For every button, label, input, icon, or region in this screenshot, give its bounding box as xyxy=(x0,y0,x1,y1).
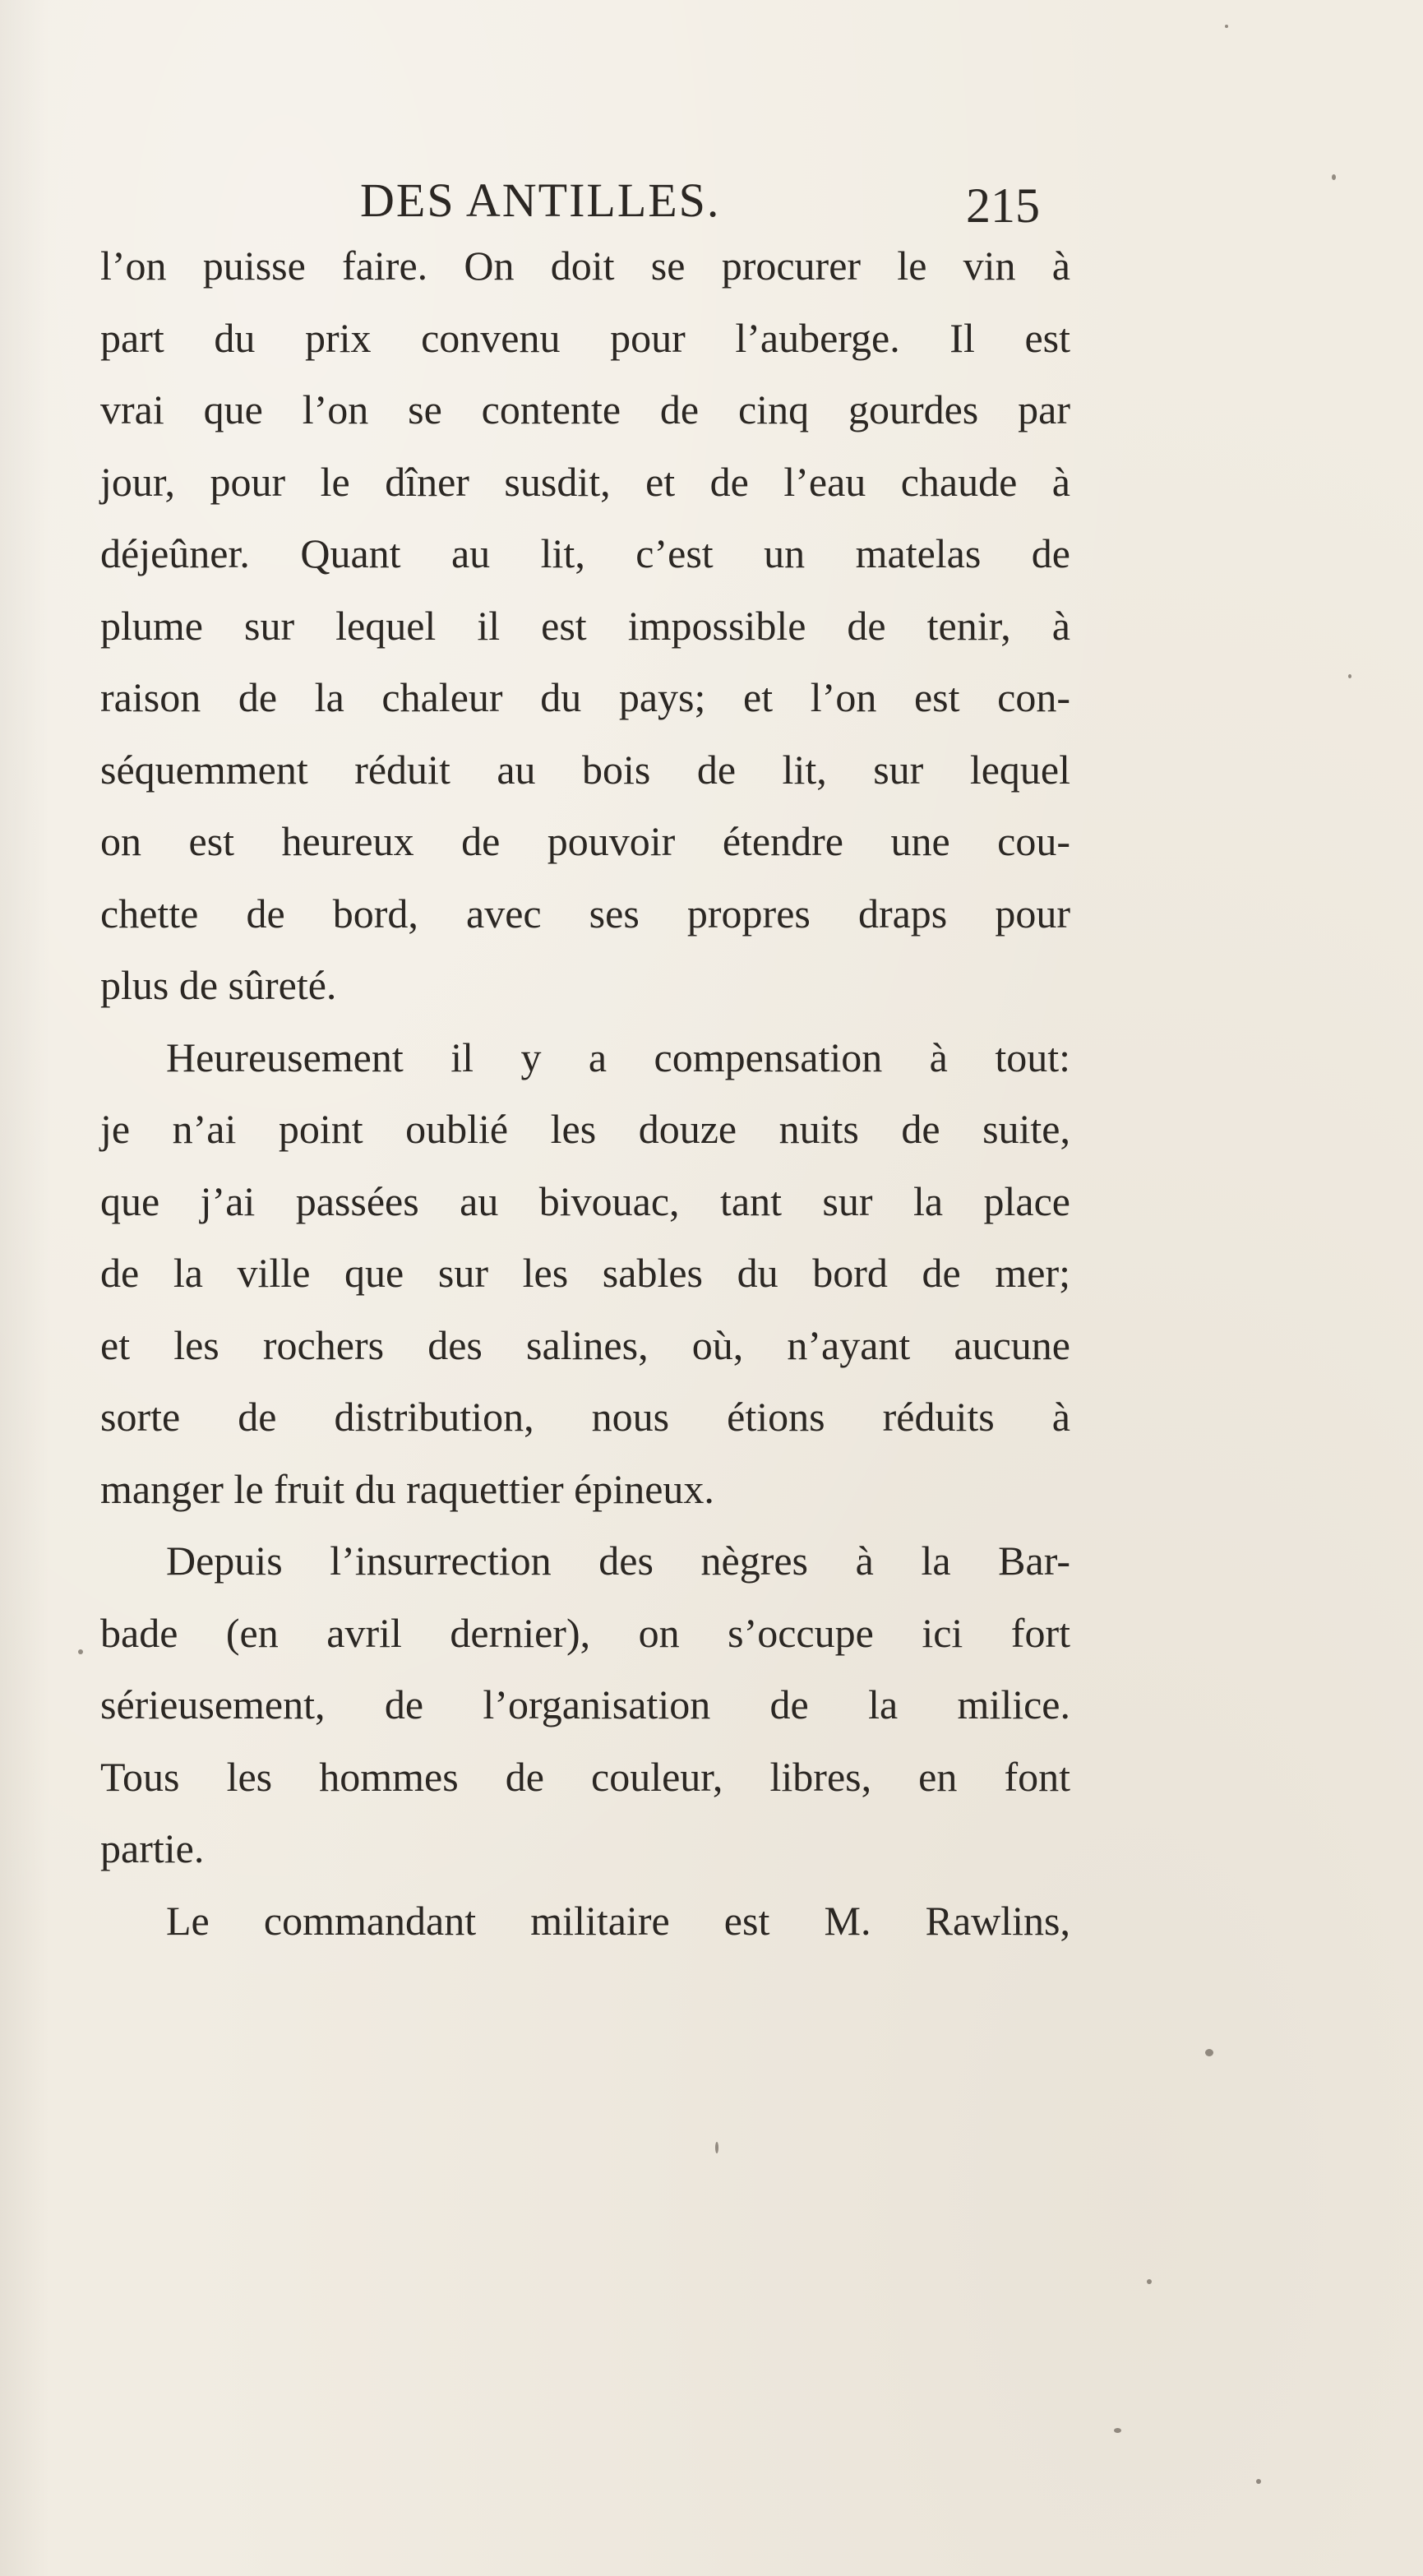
text-line: sorte de distribution, nous étions réduits à xyxy=(100,1394,1070,1440)
text-line: Tous les hommes de couleur, libres, en font xyxy=(100,1753,1070,1800)
text-line: plus de sûreté. xyxy=(100,962,337,1008)
text-line: manger le fruit du raquettier épineux. xyxy=(100,1465,714,1512)
text-line: Le commandant militaire est M. Rawlins, xyxy=(166,1897,1070,1944)
text-line: l’on puisse faire. On doit se procurer le vin à xyxy=(100,243,1070,289)
text-line: et les rochers des salines, où, n’ayant aucune xyxy=(100,1321,1070,1368)
paper-speck xyxy=(1256,2479,1261,2484)
paper-speck xyxy=(1332,174,1336,180)
paper-speck xyxy=(1147,2279,1152,2284)
text-line: chette de bord, avec ses propres draps pour xyxy=(100,890,1070,937)
text-line: je n’ai point oublié les douze nuits de suite, xyxy=(100,1106,1070,1152)
paper-speck xyxy=(1205,2049,1213,2056)
body-text xyxy=(100,230,1070,1957)
text-line: que j’ai passées au bivouac, tant sur la place xyxy=(100,1177,1070,1224)
paper-speck xyxy=(1225,25,1228,28)
text-line: on est heureux de pouvoir étendre une cou- xyxy=(100,818,1070,864)
text-line: Heureusement il y a compensation à tout: xyxy=(166,1034,1070,1080)
text-line: Depuis l’insurrection des nègres à la Bar- xyxy=(166,1538,1070,1584)
text-line: partie. xyxy=(100,1825,205,1871)
text-line: déjeûner. Quant au lit, c’est un matelas de xyxy=(100,530,1070,576)
text-line: part du prix convenu pour l’auberge. Il est xyxy=(100,314,1070,361)
paper-speck xyxy=(78,1649,83,1654)
page-number: 215 xyxy=(966,178,1040,233)
running-head: DES ANTILLES. xyxy=(360,173,721,227)
text-line: jour, pour le dîner susdit, et de l’eau chaude à xyxy=(100,458,1070,505)
page-header xyxy=(0,173,1423,238)
text-line: raison de la chaleur du pays; et l’on est con- xyxy=(100,674,1070,720)
paper-speck xyxy=(1114,2428,1121,2433)
text-line: bade (en avril dernier), on s’occupe ici fort xyxy=(100,1609,1070,1656)
text-line: sérieusement, de l’organisation de la milice. xyxy=(100,1681,1070,1727)
text-line: vrai que l’on se contente de cinq gourdes par xyxy=(100,386,1070,432)
text-line: séquemment réduit au bois de lit, sur lequel xyxy=(100,746,1070,793)
text-line: de la ville que sur les sables du bord de mer; xyxy=(100,1250,1070,1296)
paper-speck xyxy=(1348,674,1351,678)
text-line: plume sur lequel il est impossible de tenir, à xyxy=(100,602,1070,649)
paper-speck xyxy=(715,2142,718,2153)
